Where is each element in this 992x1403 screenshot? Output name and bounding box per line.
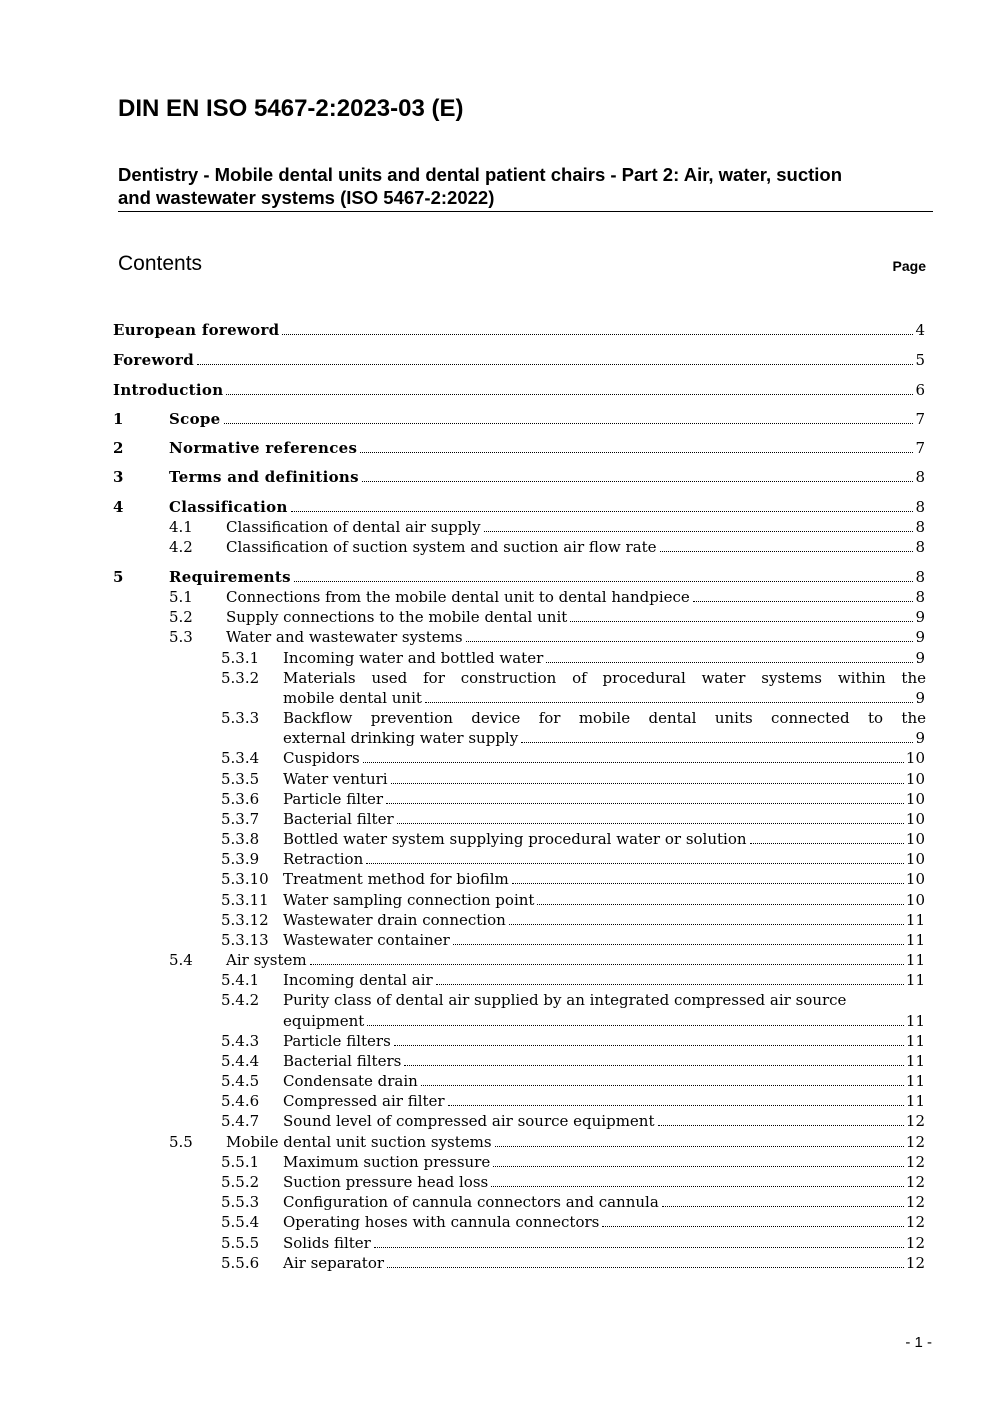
toc-entry-title: Introduction	[113, 381, 224, 399]
dot-leader	[282, 334, 913, 335]
toc-entry-requirements[interactable]	[169, 567, 925, 587]
toc-entry-number: 5.4.3	[221, 1032, 260, 1050]
toc-entry-5-3-4[interactable]	[283, 748, 925, 768]
dot-leader	[404, 1065, 904, 1066]
toc-entry-number: 5.1	[169, 588, 193, 606]
toc-entry-page: 12	[905, 1112, 925, 1130]
toc-entry-title: Particle filters	[283, 1032, 391, 1050]
toc-entry-page: 9	[915, 729, 925, 747]
toc-entry-number: 5.3.13	[221, 931, 269, 949]
toc-entry-page: 4	[915, 321, 925, 339]
toc-entry-5-4-6[interactable]	[283, 1091, 925, 1111]
dot-leader	[391, 783, 904, 784]
toc-entry-number: 2	[113, 439, 124, 457]
toc-entry-5-3-9[interactable]	[283, 849, 925, 869]
dot-leader	[693, 601, 914, 602]
toc-entry-5-5-3[interactable]	[283, 1192, 925, 1212]
toc-entry-page: 11	[905, 1092, 925, 1110]
toc-entry-title: Mobile dental unit suction systems	[226, 1133, 492, 1151]
toc-entry-title: equipment	[283, 1012, 365, 1030]
toc-entry-page: 11	[905, 1012, 925, 1030]
toc-entry-5-4[interactable]	[226, 950, 925, 970]
toc-entry-5-4-2-line-1[interactable]: Purity class of dental air supplied by an integrated compressed air source	[283, 991, 847, 1009]
toc-entry-page: 9	[915, 689, 925, 707]
toc-entry-page: 12	[905, 1213, 925, 1231]
toc-entry-number: 4.1	[169, 518, 193, 536]
toc-entry-title: Particle filter	[283, 790, 384, 808]
toc-entry-5-4-4[interactable]	[283, 1051, 925, 1071]
toc-entry-title: Treatment method for biofilm	[283, 870, 509, 888]
toc-entry-5-3-13[interactable]	[283, 930, 925, 950]
dot-leader	[546, 662, 913, 663]
toc-entry-title: Cuspidors	[283, 749, 360, 767]
dot-leader	[294, 581, 914, 582]
toc-entry-5-3-2-line-1[interactable]: Materials used for construction of procedural water systems within the	[283, 669, 926, 687]
toc-entry-page: 6	[915, 381, 925, 399]
toc-entry-number: 5.5	[169, 1133, 193, 1151]
toc-entry-page: 10	[905, 850, 925, 868]
toc-entry-page: 11	[905, 911, 925, 929]
toc-entry-page: 5	[915, 351, 925, 369]
toc-entry-page: 10	[905, 790, 925, 808]
toc-entry-terms-and-definitions[interactable]	[169, 467, 925, 487]
dot-leader	[387, 1267, 904, 1268]
toc-entry-page: 8	[915, 518, 925, 536]
dot-leader	[291, 511, 914, 512]
contents-heading: Contents	[118, 252, 203, 275]
toc-entry-title: Wastewater container	[283, 931, 450, 949]
toc-entry-page: 9	[915, 649, 925, 667]
toc-entry-page: 7	[915, 439, 925, 457]
toc-entry-number: 5.3	[169, 628, 193, 646]
toc-entry-number: 5.3.4	[221, 749, 260, 767]
toc-entry-5-5-6[interactable]	[283, 1253, 925, 1273]
toc-entry-page: 9	[915, 628, 925, 646]
toc-entry-normative-references[interactable]	[169, 438, 925, 458]
toc-entry-number: 5.5.2	[221, 1173, 260, 1191]
toc-entry-number: 1	[113, 410, 124, 428]
document-title-line-1: Dentistry - Mobile dental units and dental patient chairs - Part 2: Air, water, suction	[118, 164, 843, 185]
toc-entry-page: 8	[915, 538, 925, 556]
toc-entry-5-5[interactable]	[226, 1132, 925, 1152]
dot-leader	[495, 1146, 904, 1147]
toc-entry-5-3-10[interactable]	[283, 869, 925, 889]
toc-entry-5-3-3-line-1[interactable]: Backflow prevention device for mobile dental units connected to the	[283, 709, 926, 727]
toc-entry-number: 4	[113, 498, 124, 516]
toc-entry-number: 5.3.12	[221, 911, 269, 929]
dot-leader	[662, 1206, 904, 1207]
toc-entry-page: 12	[905, 1193, 925, 1211]
toc-entry-number: 5.4.4	[221, 1052, 260, 1070]
toc-entry-5-4-5[interactable]	[283, 1071, 925, 1091]
toc-entry-title: Wastewater drain connection	[283, 911, 506, 929]
toc-entry-title: Operating hoses with cannula connectors	[283, 1213, 600, 1231]
dot-leader	[224, 423, 914, 424]
toc-entry-5-3-2[interactable]	[283, 688, 925, 708]
toc-entry-5-3-8[interactable]	[283, 829, 925, 849]
page-column-label: Page	[892, 258, 926, 274]
toc-entry-number: 3	[113, 468, 124, 486]
dot-leader	[374, 1247, 904, 1248]
toc-entry-title: Water venturi	[283, 770, 388, 788]
toc-entry-number: 5.5.5	[221, 1234, 260, 1252]
toc-entry-page: 8	[915, 568, 925, 586]
toc-entry-title: Sound level of compressed air source equipment	[283, 1112, 655, 1130]
toc-entry-page: 12	[905, 1153, 925, 1171]
toc-entry-page: 11	[905, 1032, 925, 1050]
toc-entry-number: 5	[113, 568, 124, 586]
dot-leader	[466, 641, 914, 642]
toc-entry-number: 5.4.2	[221, 991, 260, 1009]
toc-entry-page: 7	[915, 410, 925, 428]
toc-entry-number: 5.5.4	[221, 1213, 260, 1231]
toc-entry-number: 5.2	[169, 608, 193, 626]
toc-entry-title: Air system	[226, 951, 307, 969]
toc-entry-title: Retraction	[283, 850, 364, 868]
toc-entry-title: Classification	[169, 498, 288, 516]
dot-leader	[448, 1105, 904, 1106]
dot-leader	[484, 531, 914, 532]
toc-entry-page: 11	[905, 971, 925, 989]
toc-entry-5-4-1[interactable]	[283, 970, 925, 990]
toc-entry-page: 8	[915, 498, 925, 516]
toc-entry-4-2[interactable]	[226, 537, 925, 557]
toc-entry-title: Bottled water system supplying procedural water or solution	[283, 830, 747, 848]
toc-entry-5-3-7[interactable]	[283, 809, 925, 829]
dot-leader	[197, 364, 913, 365]
toc-entry-introduction[interactable]	[113, 380, 925, 400]
toc-entry-number: 5.3.3	[221, 709, 260, 727]
toc-entry-page: 8	[915, 468, 925, 486]
toc-entry-number: 5.5.6	[221, 1254, 260, 1272]
toc-entry-number: 5.3.11	[221, 891, 269, 909]
toc-entry-title: Air separator	[283, 1254, 385, 1272]
page-number: - 1 -	[905, 1334, 932, 1351]
toc-entry-number: 5.4.7	[221, 1112, 260, 1130]
toc-entry-number: 5.5.3	[221, 1193, 260, 1211]
toc-entry-number: 5.3.9	[221, 850, 260, 868]
toc-entry-title: Incoming dental air	[283, 971, 433, 989]
toc-entry-title: Supply connections to the mobile dental unit	[226, 608, 568, 626]
toc-entry-title: Suction pressure head loss	[283, 1173, 489, 1191]
toc-entry-5-4-3[interactable]	[283, 1031, 925, 1051]
toc-entry-number: 5.3.10	[221, 870, 269, 888]
dot-leader	[509, 924, 904, 925]
toc-entry-5-4-7[interactable]	[283, 1111, 925, 1131]
toc-entry-page: 11	[905, 931, 925, 949]
dot-leader	[521, 742, 913, 743]
toc-entry-title: Compressed air filter	[283, 1092, 445, 1110]
toc-entry-number: 5.4.5	[221, 1072, 260, 1090]
document-title	[118, 163, 933, 212]
toc-entry-classification[interactable]	[169, 497, 925, 517]
toc-entry-5-1[interactable]	[226, 587, 925, 607]
toc-entry-title: Connections from the mobile dental unit to dental handpiece	[226, 588, 690, 606]
dot-leader	[362, 481, 914, 482]
toc-entry-title: Water sampling connection point	[283, 891, 535, 909]
toc-entry-5-5-4[interactable]	[283, 1212, 925, 1232]
toc-entry-number: 5.5.1	[221, 1153, 260, 1171]
toc-entry-5-5-5[interactable]	[283, 1233, 925, 1253]
toc-entry-number: 5.4.1	[221, 971, 260, 989]
toc-entry-page: 11	[905, 1052, 925, 1070]
toc-entry-5-2[interactable]	[226, 607, 925, 627]
document-id: DIN EN ISO 5467-2:2023-03 (E)	[118, 95, 464, 122]
toc-entry-page: 12	[905, 1133, 925, 1151]
dot-leader	[453, 944, 904, 945]
toc-entry-title: Bacterial filters	[283, 1052, 402, 1070]
toc-entry-title: Bacterial filter	[283, 810, 394, 828]
toc-entry-title: Water and wastewater systems	[226, 628, 463, 646]
toc-entry-title: Classification of suction system and suction air flow rate	[226, 538, 657, 556]
dot-leader	[436, 984, 904, 985]
dot-leader	[750, 843, 904, 844]
toc-entry-title: mobile dental unit	[283, 689, 422, 707]
toc-entry-page: 10	[905, 891, 925, 909]
toc-entry-number: 5.3.7	[221, 810, 260, 828]
toc-entry-page: 11	[905, 951, 925, 969]
toc-entry-5-3-11[interactable]	[283, 890, 925, 910]
toc-entry-4-1[interactable]	[226, 517, 925, 537]
toc-entry-number: 5.3.8	[221, 830, 260, 848]
toc-entry-5-3-5[interactable]	[283, 769, 925, 789]
toc-entry-foreword[interactable]	[113, 350, 925, 370]
toc-entry-page: 12	[905, 1234, 925, 1252]
toc-entry-title: Solids filter	[283, 1234, 371, 1252]
toc-entry-scope[interactable]	[169, 409, 925, 429]
toc-entry-title: Incoming water and bottled water	[283, 649, 544, 667]
toc-entry-number: 5.4.6	[221, 1092, 260, 1110]
toc-entry-page: 10	[905, 830, 925, 848]
toc-entry-title: external drinking water supply	[283, 729, 519, 747]
toc-entry-page: 10	[905, 749, 925, 767]
toc-entry-number: 5.4	[169, 951, 193, 969]
toc-entry-title: Foreword	[113, 351, 194, 369]
toc-entry-page: 10	[905, 810, 925, 828]
toc-entry-page: 12	[905, 1173, 925, 1191]
dot-leader	[570, 621, 913, 622]
toc-entry-5-3-3[interactable]	[283, 728, 925, 748]
toc-entry-number: 5.3.5	[221, 770, 260, 788]
dot-leader	[367, 1025, 904, 1026]
toc-entry-title: Classification of dental air supply	[226, 518, 481, 536]
dot-leader	[226, 394, 913, 395]
toc-entry-5-3-6[interactable]	[283, 789, 925, 809]
toc-entry-number: 4.2	[169, 538, 193, 556]
dot-leader	[493, 1166, 904, 1167]
dot-leader	[397, 823, 904, 824]
toc-entry-title: Condensate drain	[283, 1072, 418, 1090]
document-title-line-2: and wastewater systems (ISO 5467-2:2022)	[118, 187, 495, 208]
dot-leader	[660, 551, 914, 552]
toc-entry-number: 5.3.2	[221, 669, 260, 687]
toc-entry-page: 10	[905, 770, 925, 788]
dot-leader	[537, 904, 903, 905]
dot-leader	[366, 863, 904, 864]
dot-leader	[658, 1125, 904, 1126]
toc-entry-title: Maximum suction pressure	[283, 1153, 491, 1171]
toc-entry-page: 11	[905, 1072, 925, 1090]
toc-entry-5-5-2[interactable]	[283, 1172, 925, 1192]
toc-entry-title: Requirements	[169, 568, 291, 586]
toc-entry-title: Scope	[169, 410, 221, 428]
toc-entry-title: European foreword	[113, 321, 280, 339]
toc-entry-number: 5.3.1	[221, 649, 260, 667]
toc-entry-title: Normative references	[169, 439, 358, 457]
dot-leader	[425, 702, 914, 703]
toc-entry-5-3-1[interactable]	[283, 648, 925, 668]
toc-entry-5-4-2[interactable]	[283, 1011, 925, 1031]
toc-entry-page: 9	[915, 608, 925, 626]
toc-entry-european-foreword[interactable]	[113, 320, 925, 340]
dot-leader	[512, 883, 904, 884]
toc-entry-5-3-12[interactable]	[283, 910, 925, 930]
toc-entry-page: 10	[905, 870, 925, 888]
toc-entry-5-5-1[interactable]	[283, 1152, 925, 1172]
toc-entry-number: 5.3.6	[221, 790, 260, 808]
dot-leader	[363, 762, 904, 763]
dot-leader	[360, 452, 913, 453]
toc-entry-page: 12	[905, 1254, 925, 1272]
toc-entry-page: 8	[915, 588, 925, 606]
dot-leader	[421, 1085, 904, 1086]
dot-leader	[310, 964, 904, 965]
toc-entry-5-3[interactable]	[226, 627, 925, 647]
dot-leader	[386, 803, 904, 804]
dot-leader	[602, 1226, 904, 1227]
dot-leader	[491, 1186, 904, 1187]
toc-entry-title: Configuration of cannula connectors and cannula	[283, 1193, 659, 1211]
dot-leader	[394, 1045, 904, 1046]
toc-entry-title: Terms and definitions	[169, 468, 359, 486]
